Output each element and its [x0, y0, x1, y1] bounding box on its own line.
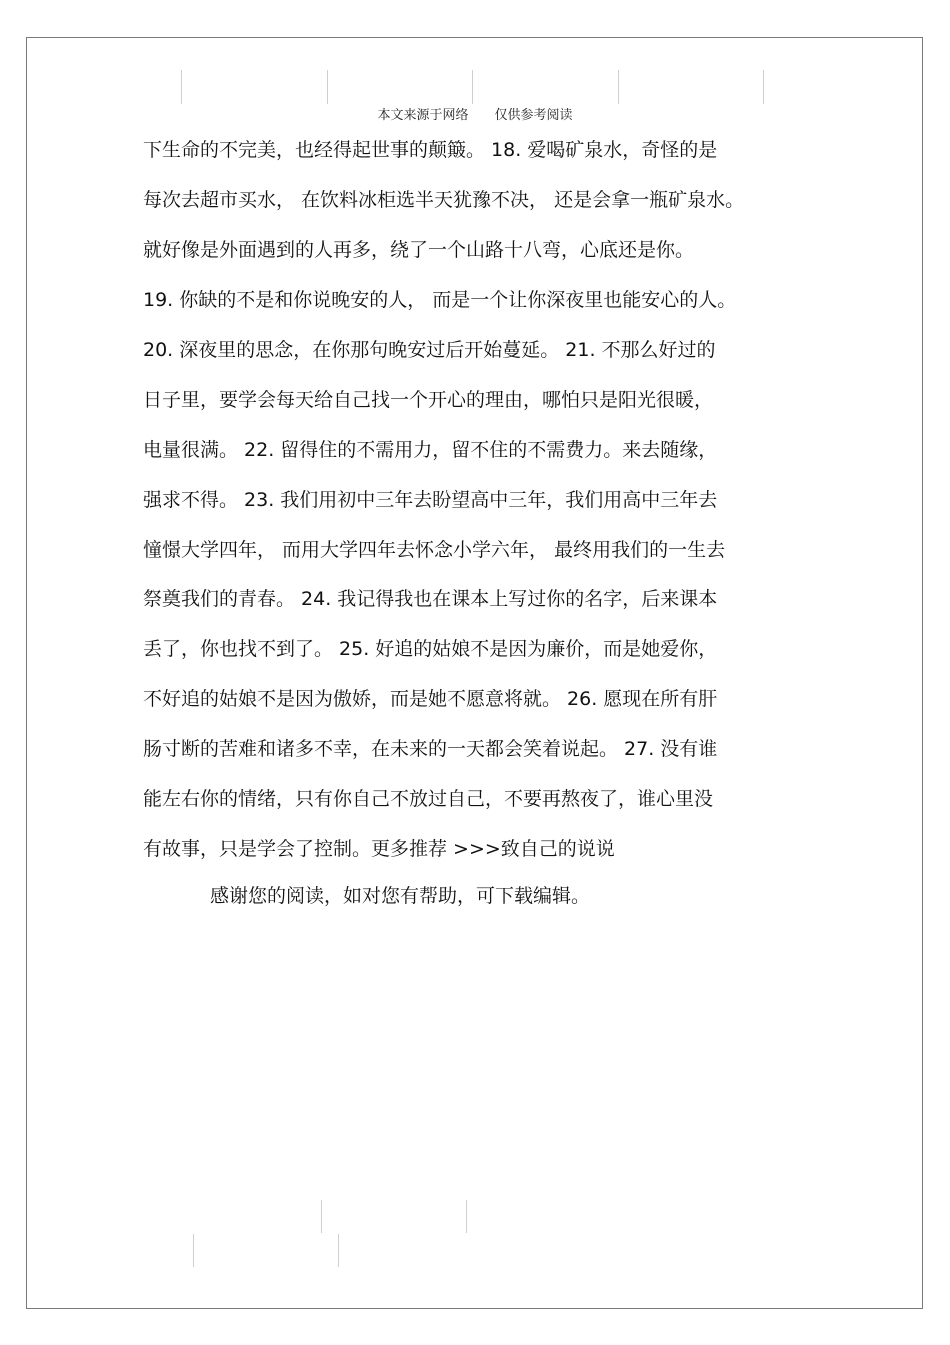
body-line: 丢了，你也找不到了。 25. 好追的姑娘不是因为廉价，而是她爱你，: [143, 638, 718, 660]
document-page: [26, 37, 923, 1309]
body-line: 每次去超市买水， 在饮料冰柜选半天犹豫不决， 还是会拿一瓶矿泉水。: [143, 189, 745, 211]
body-line: 电量很满。 22. 留得住的不需用力，留不住的不需费力。来去随缘，: [143, 439, 718, 461]
body-line: 不好追的姑娘不是因为傲娇，而是她不愿意将就。 26. 愿现在所有肝: [143, 688, 718, 710]
body-line: 日子里，要学会每天给自己找一个开心的理由，哪怕只是阳光很暖，: [143, 389, 714, 411]
column-mark: [181, 70, 182, 104]
body-line: 就好像是外面遇到的人再多，绕了一个山路十八弯，心底还是你。: [143, 239, 695, 261]
column-mark: [327, 70, 328, 104]
body-line: 祭奠我们的青春。 24. 我记得我也在课本上写过你的名字，后来课本: [143, 588, 718, 610]
page-header: [0, 104, 950, 123]
thanks-note: 感谢您的阅读，如对您有帮助，可下载编辑。: [210, 885, 591, 907]
body-line: 憧憬大学四年， 而用大学四年去怀念小学六年， 最终用我们的一生去: [143, 539, 726, 561]
column-mark: [472, 70, 473, 104]
body-line: 有故事，只是学会了控制。更多推荐 >>>致自己的说说: [143, 838, 615, 860]
header-source-note: 本文来源于网络: [377, 108, 469, 123]
header-reference-note: 仅供参考阅读: [494, 108, 573, 123]
column-mark: [618, 70, 619, 104]
column-mark: [338, 1234, 339, 1267]
column-mark: [466, 1200, 467, 1233]
body-line: 肠寸断的苦难和诸多不幸，在未来的一天都会笑着说起。 27. 没有谁: [143, 738, 718, 760]
body-line: 能左右你的情绪，只有你自己不放过自己，不要再熬夜了，谁心里没: [143, 788, 714, 810]
body-line: 强求不得。 23. 我们用初中三年去盼望高中三年，我们用高中三年去: [143, 489, 718, 511]
column-mark: [763, 70, 764, 104]
body-line: 19. 你缺的不是和你说晚安的人， 而是一个让你深夜里也能安心的人。: [143, 289, 737, 311]
column-mark: [321, 1200, 322, 1233]
body-line: 20. 深夜里的思念，在你那句晚安过后开始蔓延。 21. 不那么好过的: [143, 339, 716, 361]
body-line: 下生命的不完美，也经得起世事的颠簸。 18. 爱喝矿泉水，奇怪的是: [143, 139, 718, 161]
column-mark: [193, 1234, 194, 1267]
